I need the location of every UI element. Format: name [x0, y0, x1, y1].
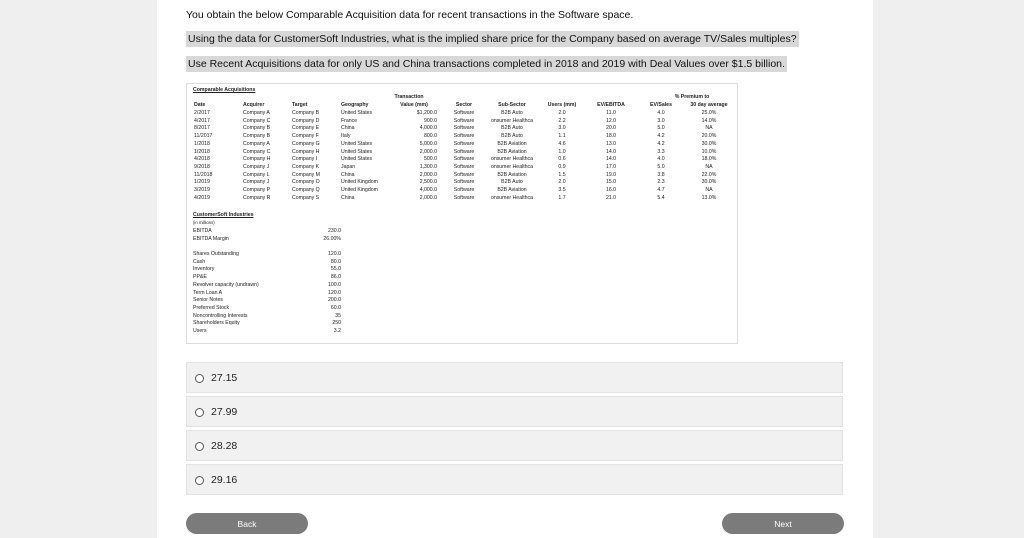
table-cell-target: Company M — [292, 171, 320, 178]
table-cell-users: 0.6 — [558, 156, 566, 163]
company-item-value: 86.0 — [330, 274, 341, 281]
table-cell-prem: 22.0% — [701, 171, 717, 178]
table-cell-sales: 5.4 — [657, 194, 665, 201]
table-cell-date: 8/2017 — [194, 125, 210, 132]
company-item-label: Inventory — [193, 266, 215, 273]
table-cell-sub: onsumer Healthca — [490, 156, 534, 163]
table-cell-value: 800.0 — [424, 133, 437, 140]
table-cell-prem: NA — [705, 125, 713, 132]
value-header-top: Transaction — [394, 94, 424, 100]
company-item-value: 100.0 — [328, 281, 341, 288]
table-cell-geo: China — [341, 171, 355, 178]
table-cell-geo: United Kingdom — [341, 179, 378, 186]
question-intro: You obtain the below Comparable Acquisition data for recent transactions in the Software space. — [186, 9, 634, 21]
table-cell-sub: B2B Aviation — [497, 171, 527, 178]
comparable-acquisitions-sheet — [186, 83, 738, 344]
table-cell-value: 5,000.0 — [419, 140, 437, 147]
table-cell-sector: Software — [453, 163, 475, 170]
answer-option-label: 27.15 — [211, 372, 238, 384]
table-cell-acquirer: Company H — [243, 156, 271, 163]
table-cell-date: 11/2018 — [194, 171, 213, 178]
ev-ebitda-header: EV/EBITDA — [597, 102, 625, 108]
company-item-value: 120.0 — [328, 289, 341, 296]
table-cell-users: 4.6 — [558, 140, 566, 147]
table-cell-prem: 13.0% — [701, 194, 717, 201]
table-cell-sector: Software — [453, 148, 475, 155]
table-cell-target: Company D — [292, 117, 320, 124]
table-cell-acquirer: Company A — [243, 140, 270, 147]
table-cell-sales: 2.3 — [657, 179, 665, 186]
question-prompt-text: Using the data for CustomerSoft Industries, what is the implied share price for the Company based on average TV/Sales multiples? — [188, 33, 797, 45]
answer-option-4[interactable] — [186, 464, 843, 495]
table-cell-target: Company O — [292, 179, 320, 186]
target-header: Target — [292, 102, 308, 108]
table-cell-geo: Italy — [341, 133, 351, 140]
value-header-bottom: Value (mm) — [400, 102, 428, 108]
sheet-title: Comparable Acquisitions — [193, 87, 256, 93]
table-cell-prem: 30.0% — [701, 140, 717, 147]
table-cell-users: 3.0 — [558, 125, 566, 132]
table-cell-ebitda: 14.0 — [605, 148, 617, 155]
table-cell-target: Company E — [292, 125, 320, 132]
table-cell-target: Company H — [292, 148, 320, 155]
table-cell-prem: 10.0% — [701, 148, 717, 155]
table-cell-date: 2/2017 — [194, 110, 210, 116]
table-cell-acquirer: Company J — [243, 179, 270, 186]
table-cell-ebitda: 20.0 — [605, 125, 617, 132]
premium-header-bottom: 30 day average — [690, 102, 728, 108]
table-cell-users: 1.1 — [558, 133, 566, 140]
answer-option-label: 29.16 — [211, 474, 238, 486]
table-cell-sector: Software — [453, 125, 475, 132]
ev-sales-header: EV/Sales — [650, 102, 672, 108]
answer-option-3[interactable] — [186, 430, 843, 461]
table-cell-sector: Software — [453, 133, 475, 140]
company-item-label: Term Loan A — [193, 289, 223, 296]
table-cell-sub: B2B Auto — [501, 179, 523, 186]
table-cell-sector: Software — [453, 194, 475, 201]
table-cell-value: 4,000.0 — [419, 125, 437, 132]
users-header: Users (mm) — [547, 102, 577, 108]
table-cell-ebitda: 16.0 — [605, 187, 617, 193]
company-item-value: 250 — [332, 320, 341, 327]
radio-icon[interactable] — [195, 442, 204, 451]
table-cell-target: Company Q — [292, 187, 320, 193]
sector-header: Sector — [455, 102, 473, 108]
table-cell-geo: China — [341, 194, 355, 201]
table-cell-date: 1/2018 — [194, 148, 210, 155]
table-cell-geo: United States — [341, 140, 373, 147]
table-cell-sector: Software — [453, 140, 475, 147]
table-cell-users: 2.0 — [558, 110, 566, 116]
table-cell-geo: United States — [341, 148, 373, 155]
radio-icon[interactable] — [195, 374, 204, 383]
table-cell-sub: B2B Aviation — [497, 187, 527, 193]
table-cell-sub: onsumer Healthca — [490, 194, 534, 201]
table-cell-sector: Software — [453, 110, 475, 116]
table-cell-sub: B2B Auto — [501, 110, 523, 116]
table-cell-date: 4/2018 — [194, 156, 210, 163]
table-cell-prem: NA — [705, 187, 713, 193]
table-cell-prem: 25.0% — [701, 110, 717, 116]
table-cell-prem: 14.0% — [701, 117, 717, 124]
company-unit: (in millions) — [193, 220, 215, 225]
company-item-value: 3.2 — [333, 328, 341, 334]
table-cell-sales: 3.8 — [657, 171, 665, 178]
company-item-label: EBITDA Margin — [193, 235, 229, 242]
table-cell-target: Company B — [292, 110, 320, 116]
table-cell-sales: 3.3 — [657, 148, 665, 155]
table-cell-target: Company K — [292, 163, 320, 170]
table-cell-acquirer: Company P — [243, 187, 271, 193]
table-cell-acquirer: Company B — [243, 133, 271, 140]
table-cell-acquirer: Company L — [243, 171, 270, 178]
company-item-value: 230.0 — [328, 228, 341, 234]
subsector-header: Sub-Sector — [498, 102, 526, 108]
table-cell-sales: 5.0 — [657, 163, 665, 170]
premium-header-top: % Premium to — [674, 94, 710, 100]
table-cell-value: 500.0 — [424, 156, 437, 163]
table-cell-sales: 4.2 — [657, 133, 665, 140]
table-cell-ebitda: 14.0 — [605, 156, 617, 163]
table-cell-acquirer: Company C — [243, 148, 271, 155]
company-item-value: 55.0 — [330, 266, 341, 273]
table-cell-sales: 4.7 — [657, 187, 665, 193]
table-cell-geo: United States — [341, 110, 373, 116]
table-cell-date: 4/2017 — [194, 117, 210, 124]
table-cell-acquirer: Company A — [243, 110, 270, 116]
table-cell-date: 1/2019 — [194, 179, 210, 186]
table-cell-geo: United States — [341, 156, 373, 163]
table-cell-geo: France — [341, 117, 358, 124]
question-instruction — [186, 58, 787, 70]
table-cell-target: Company F — [292, 133, 319, 140]
answer-option-label: 28.28 — [211, 440, 238, 452]
table-cell-value: 2,000.0 — [419, 171, 437, 178]
company-item-label: Cash — [193, 258, 206, 265]
table-cell-value: $1,200.0 — [416, 110, 437, 116]
table-cell-ebitda: 19.0 — [605, 171, 617, 178]
table-cell-sub: B2B Auto — [501, 125, 523, 132]
table-cell-sales: 4.0 — [657, 156, 665, 163]
table-cell-sector: Software — [453, 187, 475, 193]
table-cell-date: 11/2017 — [194, 133, 213, 140]
company-item-label: Revolver capacity (undrawn) — [193, 281, 259, 288]
table-cell-ebitda: 18.0 — [605, 133, 617, 140]
table-cell-date: 3/2019 — [194, 187, 210, 193]
company-item-label: Senior Notes — [193, 297, 223, 304]
table-cell-sales: 5.0 — [657, 125, 665, 132]
table-cell-value: 1,300.0 — [419, 163, 437, 170]
table-cell-date: 4/2019 — [194, 194, 210, 201]
company-item-label: Shares Outstanding — [193, 251, 239, 257]
question-prompt — [186, 33, 799, 45]
table-cell-sales: 4.0 — [657, 110, 665, 116]
table-cell-acquirer: Company J — [243, 163, 270, 170]
table-cell-users: 3.5 — [558, 187, 566, 193]
back-button[interactable]: Back — [186, 513, 308, 534]
table-cell-target: Company G — [292, 140, 320, 147]
company-item-label: PP&E — [193, 274, 207, 281]
table-cell-date: 9/2018 — [194, 163, 210, 170]
table-cell-value: 4,000.0 — [419, 187, 437, 193]
table-cell-prem: 20.0% — [701, 133, 717, 140]
table-cell-ebitda: 11.0 — [606, 110, 616, 116]
table-cell-ebitda: 21.0 — [605, 194, 617, 201]
table-cell-value: 2,000.0 — [419, 148, 437, 155]
table-cell-ebitda: 12.0 — [605, 117, 617, 124]
company-item-value: 35 — [335, 312, 341, 319]
table-cell-date: 1/2018 — [194, 140, 210, 147]
table-cell-sales: 3.0 — [657, 117, 665, 124]
answer-option-2[interactable] — [186, 396, 843, 427]
table-cell-target: Company I — [292, 156, 318, 163]
table-cell-sub: onsumer Healthca — [490, 117, 534, 124]
company-item-label: Preferred Stock — [193, 304, 230, 311]
table-cell-value: 2,500.0 — [419, 179, 437, 186]
table-cell-geo: United Kingdom — [341, 187, 378, 193]
table-cell-sub: B2B Auto — [501, 133, 523, 140]
table-cell-sector: Software — [453, 117, 475, 124]
company-title: CustomerSoft Industries — [193, 212, 254, 218]
answer-option-label: 27.99 — [211, 406, 238, 418]
table-cell-value: 2,000.0 — [419, 194, 437, 201]
next-button[interactable]: Next — [722, 513, 844, 534]
date-header: Date — [194, 102, 206, 108]
table-cell-users: 1.7 — [558, 194, 566, 201]
company-item-value: 60.0 — [330, 304, 341, 311]
radio-icon[interactable] — [195, 476, 204, 485]
table-cell-geo: China — [341, 125, 355, 132]
company-item-value: 120.0 — [328, 251, 341, 257]
company-item-label: Noncontrolling Interests — [193, 312, 248, 319]
table-cell-sector: Software — [453, 156, 475, 163]
question-instruction-text: Use Recent Acquisitions data for only US and China transactions completed in 2018 and 2019 with Deal Values over $1.5 billion. — [188, 58, 785, 70]
acquirer-header: Acquirer — [243, 102, 265, 108]
table-cell-users: 1.0 — [558, 148, 566, 155]
company-item-value: 80.0 — [330, 258, 341, 265]
company-item-label: Shareholders Equity — [193, 320, 240, 327]
table-cell-acquirer: Company R — [243, 194, 271, 201]
table-cell-ebitda: 15.0 — [605, 179, 617, 186]
table-cell-prem: 18.0% — [701, 156, 717, 163]
table-cell-prem: 30.0% — [701, 179, 717, 186]
table-cell-target: Company S — [292, 194, 320, 201]
table-cell-sales: 4.2 — [657, 140, 665, 147]
table-cell-sub: B2B Aviation — [497, 148, 527, 155]
table-cell-users: 1.5 — [558, 171, 566, 178]
geography-header: Geography — [341, 102, 369, 108]
table-cell-users: 2.0 — [558, 179, 566, 186]
table-cell-sub: B2B Aviation — [497, 140, 527, 147]
table-cell-prem: NA — [705, 163, 713, 170]
table-cell-sector: Software — [453, 171, 475, 178]
company-item-value: 26.00% — [323, 235, 341, 242]
table-cell-users: 2.2 — [558, 117, 566, 124]
table-cell-geo: Japan — [341, 163, 356, 170]
table-cell-ebitda: 17.0 — [605, 163, 617, 170]
company-item-value: 200.0 — [328, 297, 341, 304]
table-cell-acquirer: Company C — [243, 117, 271, 124]
table-cell-ebitda: 13.0 — [605, 140, 617, 147]
company-item-label: EBITDA — [193, 228, 212, 234]
radio-icon[interactable] — [195, 408, 204, 417]
table-cell-acquirer: Company B — [243, 125, 271, 132]
table-cell-value: 900.0 — [424, 117, 437, 124]
table-cell-sub: onsumer Healthca — [490, 163, 534, 170]
table-cell-sector: Software — [453, 179, 475, 186]
answer-option-1[interactable] — [186, 362, 843, 393]
company-item-label: Users — [193, 328, 207, 334]
table-cell-users: 0.9 — [558, 163, 566, 170]
